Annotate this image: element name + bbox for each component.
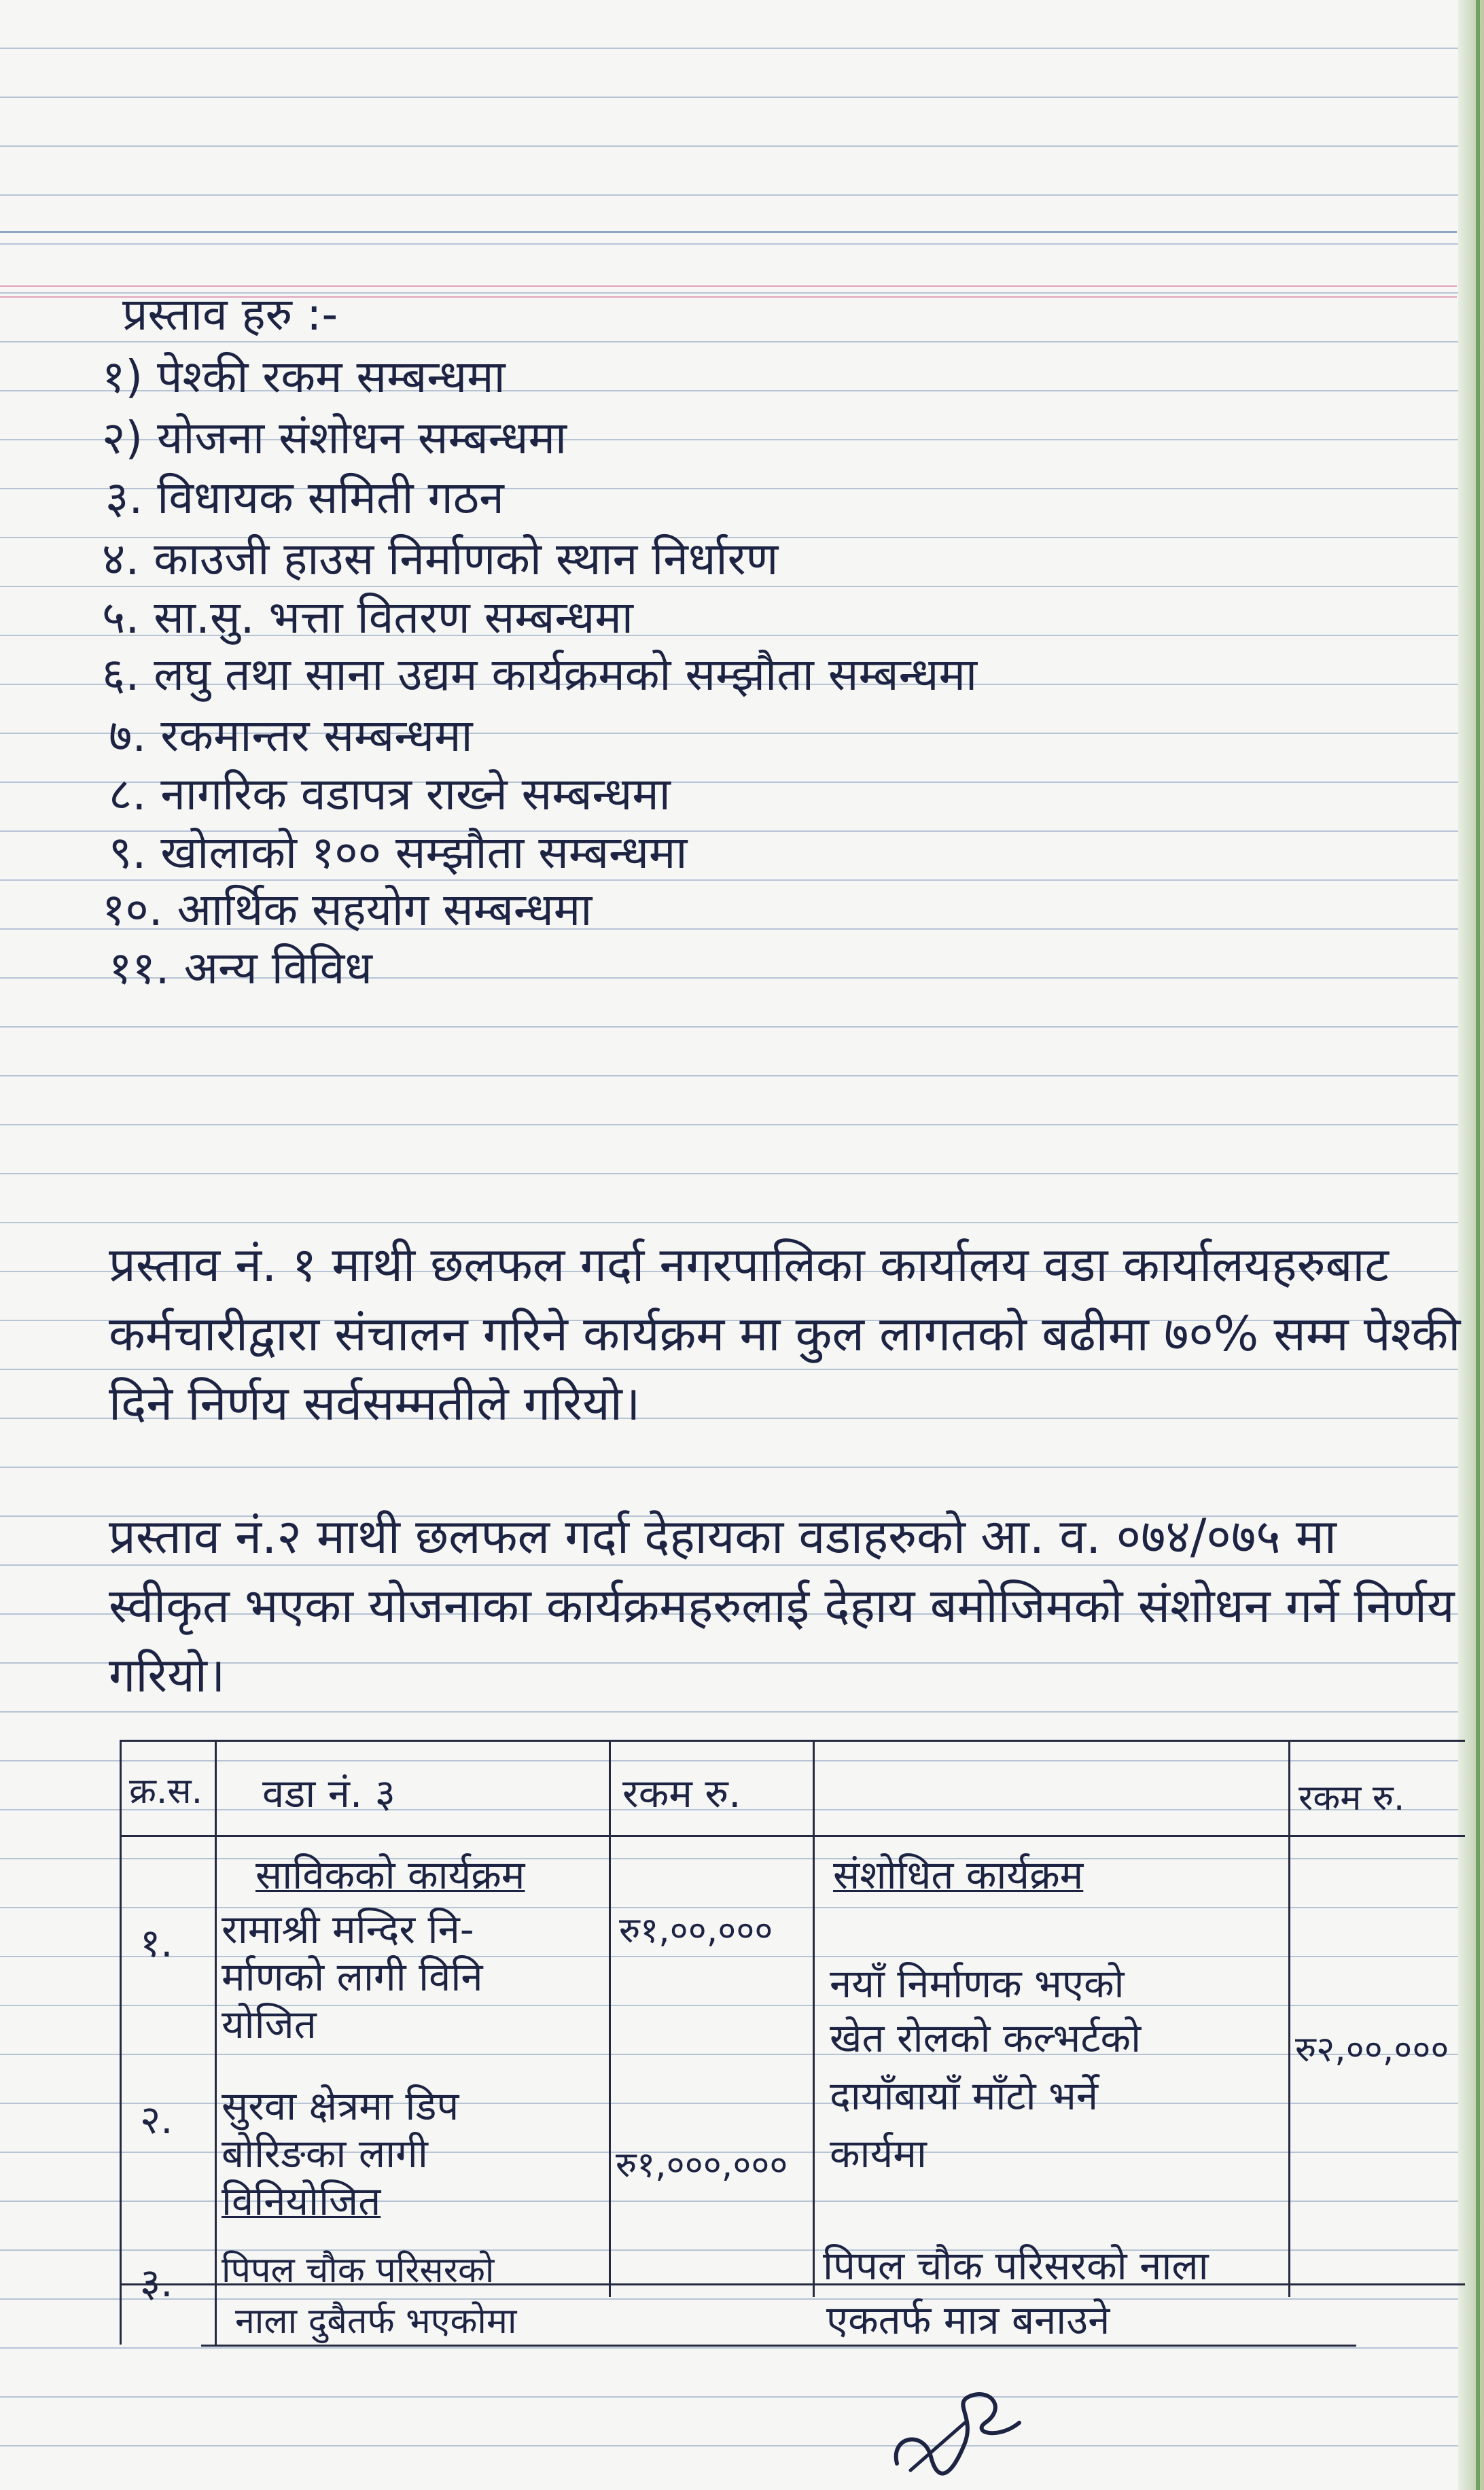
agenda-item: ४. काउजी हाउस निर्माणको स्थान निर्धारण [102, 533, 779, 585]
row-sn: १. [140, 1920, 173, 1966]
header-ward: वडा नं. ३ [262, 1770, 395, 1817]
row-old-program: योजित [222, 2001, 317, 2048]
row-sn: २. [140, 2097, 173, 2143]
row-old-program: विनियोजित [222, 2178, 381, 2224]
row-old-program: र्माणको लागी विनि [222, 1954, 483, 2000]
agenda-heading: प्रस्ताव हरु :- [122, 288, 338, 340]
new-amount: रु२,००,००० [1295, 2029, 1449, 2070]
old-program-title: साविकको कार्यक्रम [255, 1852, 525, 1898]
top-margin-rule [0, 231, 1457, 233]
row-amount: रु१,०००,००० [616, 2145, 788, 2186]
row-amount: रु१,००,००० [619, 1910, 773, 1951]
row-old-program: पिपल चौक परिसरको [222, 2250, 495, 2291]
agenda-item: ५. सा.सु. भत्ता वितरण सम्बन्धमा [102, 591, 633, 644]
agenda-item: २) योजना संशोधन सम्बन्धमा [102, 412, 567, 464]
signature-scribble [883, 2382, 1033, 2484]
header-amount: रकम रु. [622, 1770, 741, 1817]
table-header-rule [120, 1835, 1465, 1837]
table-bottom-rule [201, 2345, 1356, 2347]
header-amount-2: रकम रु. [1298, 1778, 1405, 1819]
row-old-program: बोरिङका लागी [222, 2130, 428, 2177]
new-program-line: पिपल चौक परिसरको नाला [823, 2243, 1209, 2289]
agenda-item: १०. आर्थिक सहयोग सम्बन्धमा [102, 883, 593, 936]
amendment-table [120, 1740, 1465, 2348]
decision-1: प्रस्ताव नं. १ माथी छलफल गर्दा नगरपालिका कार्यालय वडा कार्यालयहरुबाट कर्मचारीद्वारा संचालन गरिने कार्यक्रम मा कुल लागतको बढीमा ७०% सम्म पेश्की दिने निर्णय सर्वसम्मतीले गरियो। [109, 1237, 1461, 1431]
row-old-program: रामाश्री मन्दिर नि- [222, 1906, 474, 1952]
row-old-program: नाला दुबैतर्फ भएकोमा [235, 2301, 517, 2342]
new-program-line: खेत रोलको कल्भर्टको [830, 2015, 1142, 2061]
new-program-line: कार्यमा [830, 2130, 927, 2177]
agenda-item: ९. खोलाको १०० सम्झौता सम्बन्धमा [109, 826, 688, 879]
table-col-rule [120, 1740, 122, 2345]
agenda-item: ७. रकमान्तर सम्बन्धमा [109, 709, 473, 762]
decision-2: प्रस्ताव नं.२ माथी छलफल गर्दा देहायका वडाहरुको आ. व. ०७४/०७५ मा स्वीकृत भएका योजनाका कार्यक्रमहरुलाई देहाय बमोजिमको संशोधन गर्ने निर्णय गरियो। [109, 1509, 1455, 1703]
table-col-rule [813, 1740, 815, 2297]
new-program-line: नयाँ निर्माणक भएको [830, 1961, 1125, 2007]
agenda-item: ११. अन्य विविध [109, 942, 372, 994]
new-program-line: एकतर्फ मात्र बनाउने [826, 2297, 1110, 2343]
new-program-title: संशोधित कार्यक्रम [833, 1852, 1084, 1898]
table-col-rule [1288, 1740, 1290, 2297]
header-sn: क्र.स. [129, 1771, 203, 1812]
table-col-rule [609, 1740, 611, 2297]
table-border-top [120, 1740, 1465, 1742]
agenda-item: ३. विधायक समिती गठन [105, 472, 504, 524]
table-col-rule [215, 1740, 217, 2345]
agenda-item: ६. लघु तथा साना उद्यम कार्यक्रमको सम्झौता सम्बन्धमा [102, 648, 978, 701]
new-program-line: दायाँबायाँ माँटो भर्ने [830, 2073, 1099, 2119]
pink-margin-rule [0, 285, 1457, 287]
notebook-binding [1476, 0, 1480, 2490]
agenda-item: ८. नागरिक वडापत्र राख्ने सम्बन्धमा [109, 768, 671, 820]
row-sn: ३. [140, 2260, 173, 2306]
agenda-item: १) पेश्की रकम सम्बन्धमा [102, 351, 506, 403]
row-old-program: सुरवा क्षेत्रमा डिप [222, 2083, 459, 2129]
